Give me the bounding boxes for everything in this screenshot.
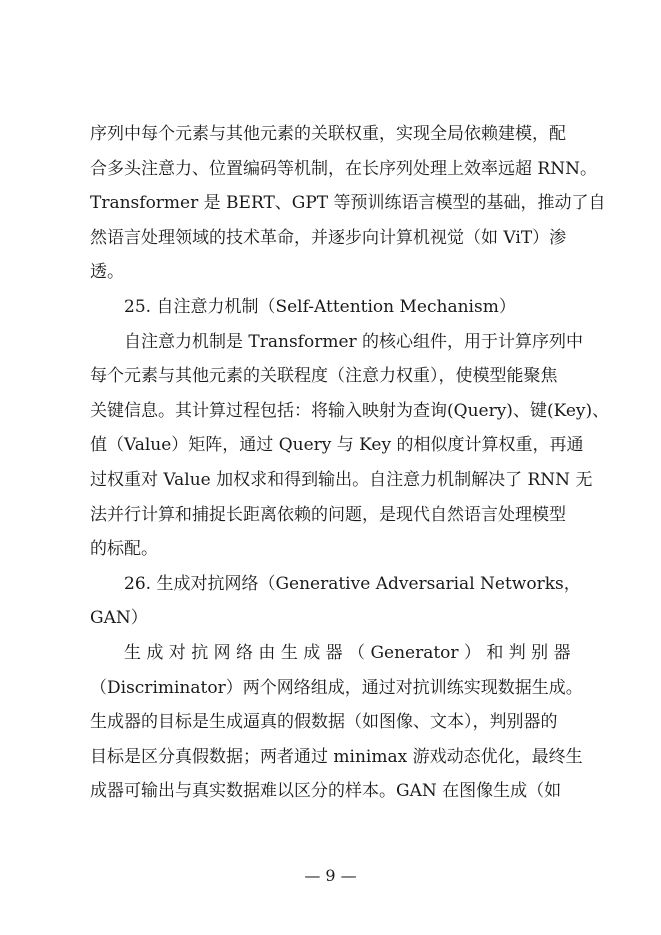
text-line: 生成器的目标是生成逼真的假数据（如图像、文本），判别器的 bbox=[90, 712, 558, 733]
text-line: （Discriminator）两个网络组成，通过对抗训练实现数据生成。 bbox=[90, 677, 583, 698]
text-line: 的标配。 bbox=[90, 539, 158, 560]
text-line: Transformer 是 BERT、GPT 等预训练语言模型的基础，推动了自 bbox=[90, 193, 606, 214]
text-line: 成器可输出与真实数据难以区分的样本。GAN 在图像生成（如 bbox=[90, 781, 562, 802]
text-line: 自注意力机制是 Transformer 的核心组件，用于计算序列中 bbox=[90, 331, 584, 352]
text-line: 然语言处理领域的技术革命，并逐步向计算机视觉（如 ViT）渗 bbox=[90, 227, 567, 248]
text-line: 法并行计算和捕捉长距离依赖的问题，是现代自然语言处理模型 bbox=[90, 504, 566, 525]
text-line: 透。 bbox=[90, 262, 124, 283]
text-line: 生 成 对 抗 网 络 由 生 成 器 （ Generator ） 和 判 别 器 bbox=[90, 642, 571, 663]
text-line: 每个元素与其他元素的关联程度（注意力权重），使模型能聚焦 bbox=[90, 366, 558, 387]
text-line: 25. 自注意力机制（Self-Attention Mechanism） bbox=[124, 296, 516, 317]
text-line: 目标是区分真假数据；两者通过 minimax 游戏动态优化，最终生 bbox=[90, 746, 583, 767]
text-line: 26. 生成对抗网络（Generative Adversarial Networks， bbox=[124, 573, 581, 594]
document-body bbox=[90, 117, 610, 809]
page-number: — 9 — bbox=[304, 866, 357, 885]
text-line: 过权重对 Value 加权求和得到输出。自注意力机制解决了 RNN 无 bbox=[90, 469, 593, 490]
text-line: 序列中每个元素与其他元素的关联权重，实现全局依赖建模，配 bbox=[90, 124, 566, 144]
text-line: 值（Value）矩阵，通过 Query 与 Key 的相似度计算权重，再通 bbox=[90, 435, 584, 456]
text-line: 合多头注意力、位置编码等机制，在长序列处理上效率远超 RNN。 bbox=[90, 158, 597, 179]
text-line: 关键信息。其计算过程包括：将输入映射为查询(Query)、键(Key)、 bbox=[90, 400, 610, 421]
text-line: GAN） bbox=[90, 608, 148, 629]
